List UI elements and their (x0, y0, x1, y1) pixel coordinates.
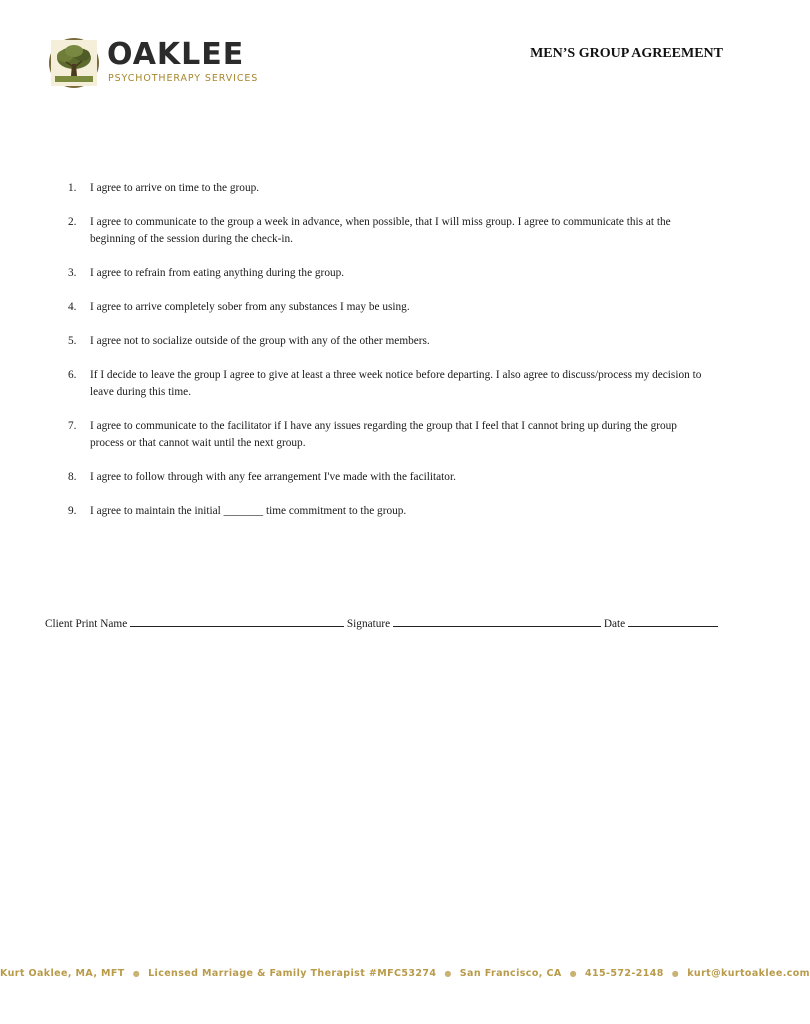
page-title: MEN’S GROUP AGREEMENT (530, 46, 723, 61)
agreement-list (60, 180, 710, 537)
item-number: 4. (68, 301, 77, 313)
item-number: 9. (68, 505, 77, 517)
list-item (60, 180, 710, 197)
item-text: I agree to maintain the initial _______ time commitment to the group. (90, 505, 407, 517)
logo-wordmark: OAKLEE (107, 37, 245, 72)
page-footer (0, 968, 810, 979)
signature-block (45, 615, 725, 630)
item-number: 1. (68, 182, 77, 194)
oaklee-logo (49, 38, 289, 92)
item-number: 3. (68, 267, 77, 279)
item-text: If I decide to leave the group I agree to give at least a three week notice before departing. I also agree to discuss/process my decision to leave during this time. (90, 369, 702, 398)
list-item (60, 214, 710, 248)
date-label: Date (603, 618, 626, 630)
footer-license: Licensed Marriage & Family Therapist #MFC53274 (148, 968, 437, 979)
bullet-icon: ● (132, 969, 141, 978)
logo-tagline: PSYCHOTHERAPY SERVICES (108, 73, 259, 84)
bullet-icon: ● (444, 969, 452, 978)
oak-tree-icon (49, 38, 99, 88)
item-text: I agree to follow through with any fee arrangement I've made with the facilitator. (90, 471, 456, 483)
list-item (60, 503, 710, 520)
client-name-label: Client Print Name (45, 618, 128, 630)
item-number: 2. (68, 216, 77, 228)
item-text: I agree to communicate to the facilitator if I have any issues regarding the group that I feel that I cannot bring up during the group process or that cannot wait until the next group. (90, 420, 677, 449)
footer-email[interactable]: kurt@kurtoaklee.com (687, 968, 810, 979)
signature-label: Signature (346, 618, 391, 630)
list-item (60, 469, 710, 486)
item-text: I agree to arrive on time to the group. (90, 182, 260, 194)
item-text: I agree to refrain from eating anything during the group. (90, 267, 345, 279)
signature-field[interactable] (393, 615, 601, 627)
client-name-field[interactable] (130, 615, 344, 627)
list-item (60, 367, 710, 401)
item-number: 6. (68, 369, 77, 381)
item-number: 8. (68, 471, 77, 483)
item-text: I agree to communicate to the group a week in advance, when possible, that I will miss group. I agree to communicate this at the beginning of the session during the check-in. (90, 216, 671, 245)
date-field[interactable] (628, 615, 718, 627)
item-text: I agree to arrive completely sober from any substances I may be using. (90, 301, 410, 313)
list-item (60, 418, 710, 452)
item-number: 7. (68, 420, 77, 432)
list-item (60, 265, 710, 282)
footer-phone: 415-572-2148 (585, 968, 664, 979)
bullet-icon: ● (569, 969, 577, 978)
footer-location: San Francisco, CA (459, 968, 562, 979)
footer-name: Kurt Oaklee, MA, MFT (0, 968, 125, 979)
bullet-icon: ● (671, 969, 680, 978)
list-item (60, 299, 710, 316)
item-text: I agree not to socialize outside of the group with any of the other members. (90, 335, 430, 347)
list-item (60, 333, 710, 350)
item-number: 5. (68, 335, 77, 347)
